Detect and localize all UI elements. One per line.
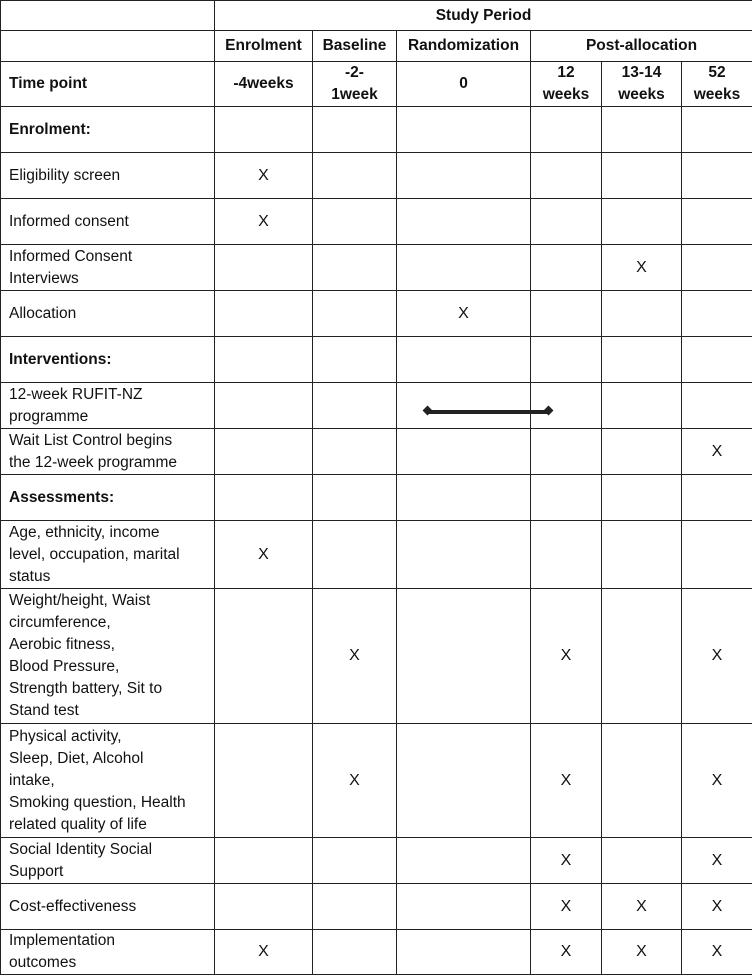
empty-cell (531, 199, 602, 245)
empty-cell (313, 337, 397, 383)
schedule-mark-cell: X (215, 521, 313, 589)
empty-cell (531, 475, 602, 521)
empty-cell (215, 107, 313, 153)
row-label: Wait List Control begins the 12-week programme (1, 429, 215, 475)
empty-cell (397, 724, 531, 838)
schedule-mark-cell: X (682, 589, 752, 724)
empty-cell (602, 107, 682, 153)
time-point-cell: -2- 1week (313, 62, 397, 107)
empty-cell (682, 475, 752, 521)
row-label: Weight/height, Waist circumference, Aerobic fitness, Blood Pressure, Strength battery, Sit to Stand test (1, 589, 215, 724)
empty-cell (313, 383, 397, 429)
blank-cell (1, 31, 215, 62)
section-label: Interventions: (1, 337, 215, 383)
schedule-mark-cell: X (602, 930, 682, 975)
empty-cell (215, 337, 313, 383)
empty-cell (397, 107, 531, 153)
schedule-mark-cell: X (313, 589, 397, 724)
empty-cell (602, 153, 682, 199)
section-row (1, 337, 752, 383)
empty-cell (397, 884, 531, 930)
empty-cell (682, 337, 752, 383)
empty-cell (313, 884, 397, 930)
table-row (1, 383, 752, 429)
header-row-study-period (1, 1, 752, 31)
schedule-mark-cell: X (682, 724, 752, 838)
time-point-cell: -4weeks (215, 62, 313, 107)
empty-cell (215, 724, 313, 838)
row-label: Informed Consent Interviews (1, 245, 215, 291)
empty-cell (215, 838, 313, 884)
blank-cell (1, 1, 215, 31)
table-row (1, 724, 752, 838)
row-label: Informed consent (1, 199, 215, 245)
empty-cell (215, 475, 313, 521)
empty-cell (397, 589, 531, 724)
time-point-cell: 0 (397, 62, 531, 107)
section-label: Assessments: (1, 475, 215, 521)
empty-cell (313, 199, 397, 245)
schedule-mark-cell: X (531, 930, 602, 975)
empty-cell (682, 291, 752, 337)
empty-cell (313, 153, 397, 199)
empty-cell (215, 291, 313, 337)
empty-cell (313, 429, 397, 475)
schedule-mark-cell: X (531, 724, 602, 838)
empty-cell (397, 337, 531, 383)
schedule-mark-cell: X (602, 245, 682, 291)
phase-baseline: Baseline (313, 31, 397, 62)
row-label: Social Identity Social Support (1, 838, 215, 884)
row-label: 12-week RUFIT-NZ programme (1, 383, 215, 429)
header-row-phases (1, 31, 752, 62)
section-label: Enrolment: (1, 107, 215, 153)
table-row (1, 838, 752, 884)
empty-cell (397, 475, 531, 521)
phase-post-allocation: Post-allocation (531, 31, 752, 62)
empty-cell (531, 337, 602, 383)
empty-cell (531, 521, 602, 589)
table-row (1, 291, 752, 337)
schedule-mark-cell: X (682, 838, 752, 884)
schedule-mark-cell: X (215, 153, 313, 199)
table-row (1, 521, 752, 589)
phase-enrolment: Enrolment (215, 31, 313, 62)
empty-cell (313, 475, 397, 521)
row-label: Age, ethnicity, income level, occupation, marital status (1, 521, 215, 589)
empty-cell (397, 429, 531, 475)
empty-cell (602, 521, 682, 589)
intervention-duration-bar (428, 410, 548, 414)
empty-cell (682, 153, 752, 199)
table-row (1, 930, 752, 975)
schedule-mark-cell: X (215, 930, 313, 975)
empty-cell (602, 383, 682, 429)
row-label: Cost-effectiveness (1, 884, 215, 930)
empty-cell (602, 589, 682, 724)
empty-cell (531, 429, 602, 475)
empty-cell (313, 930, 397, 975)
table-row (1, 589, 752, 724)
empty-cell (313, 245, 397, 291)
empty-cell (215, 884, 313, 930)
table-row (1, 153, 752, 199)
table-row (1, 245, 752, 291)
schedule-mark-cell: X (531, 838, 602, 884)
empty-cell (397, 153, 531, 199)
row-label: Physical activity, Sleep, Diet, Alcohol intake, Smoking question, Health related quality of life (1, 724, 215, 838)
empty-cell (313, 521, 397, 589)
schedule-mark-cell: X (313, 724, 397, 838)
schedule-mark-cell: X (602, 884, 682, 930)
empty-cell (531, 107, 602, 153)
header-row-time-points (1, 62, 752, 107)
empty-cell (682, 383, 752, 429)
empty-cell (682, 521, 752, 589)
empty-cell (602, 475, 682, 521)
empty-cell (313, 107, 397, 153)
empty-cell (682, 107, 752, 153)
time-point-cell: 12 weeks (531, 62, 602, 107)
schedule-mark-cell: X (531, 884, 602, 930)
empty-cell (602, 291, 682, 337)
section-row (1, 107, 752, 153)
empty-cell (215, 245, 313, 291)
empty-cell (602, 838, 682, 884)
schedule-mark-cell: X (397, 291, 531, 337)
empty-cell (531, 245, 602, 291)
empty-cell (602, 199, 682, 245)
schedule-mark-cell: X (682, 884, 752, 930)
empty-cell (313, 838, 397, 884)
empty-cell (602, 724, 682, 838)
study-period-header: Study Period (215, 1, 752, 31)
empty-cell (397, 383, 531, 429)
empty-cell (397, 245, 531, 291)
empty-cell (397, 838, 531, 884)
empty-cell (531, 153, 602, 199)
schedule-mark-cell: X (682, 930, 752, 975)
row-label: Eligibility screen (1, 153, 215, 199)
table-row (1, 199, 752, 245)
time-point-label: Time point (1, 62, 215, 107)
schedule-mark-cell: X (215, 199, 313, 245)
empty-cell (215, 383, 313, 429)
section-row (1, 475, 752, 521)
empty-cell (215, 589, 313, 724)
empty-cell (682, 199, 752, 245)
empty-cell (397, 199, 531, 245)
empty-cell (531, 383, 602, 429)
phase-randomization: Randomization (397, 31, 531, 62)
empty-cell (602, 429, 682, 475)
empty-cell (397, 521, 531, 589)
empty-cell (682, 245, 752, 291)
empty-cell (313, 291, 397, 337)
row-label: Implementation outcomes (1, 930, 215, 975)
schedule-mark-cell: X (682, 429, 752, 475)
empty-cell (602, 337, 682, 383)
time-point-cell: 13-14 weeks (602, 62, 682, 107)
row-label: Allocation (1, 291, 215, 337)
empty-cell (215, 429, 313, 475)
time-point-cell: 52 weeks (682, 62, 752, 107)
empty-cell (397, 930, 531, 975)
schedule-mark-cell: X (531, 589, 602, 724)
table-row (1, 429, 752, 475)
table-row (1, 884, 752, 930)
empty-cell (531, 291, 602, 337)
